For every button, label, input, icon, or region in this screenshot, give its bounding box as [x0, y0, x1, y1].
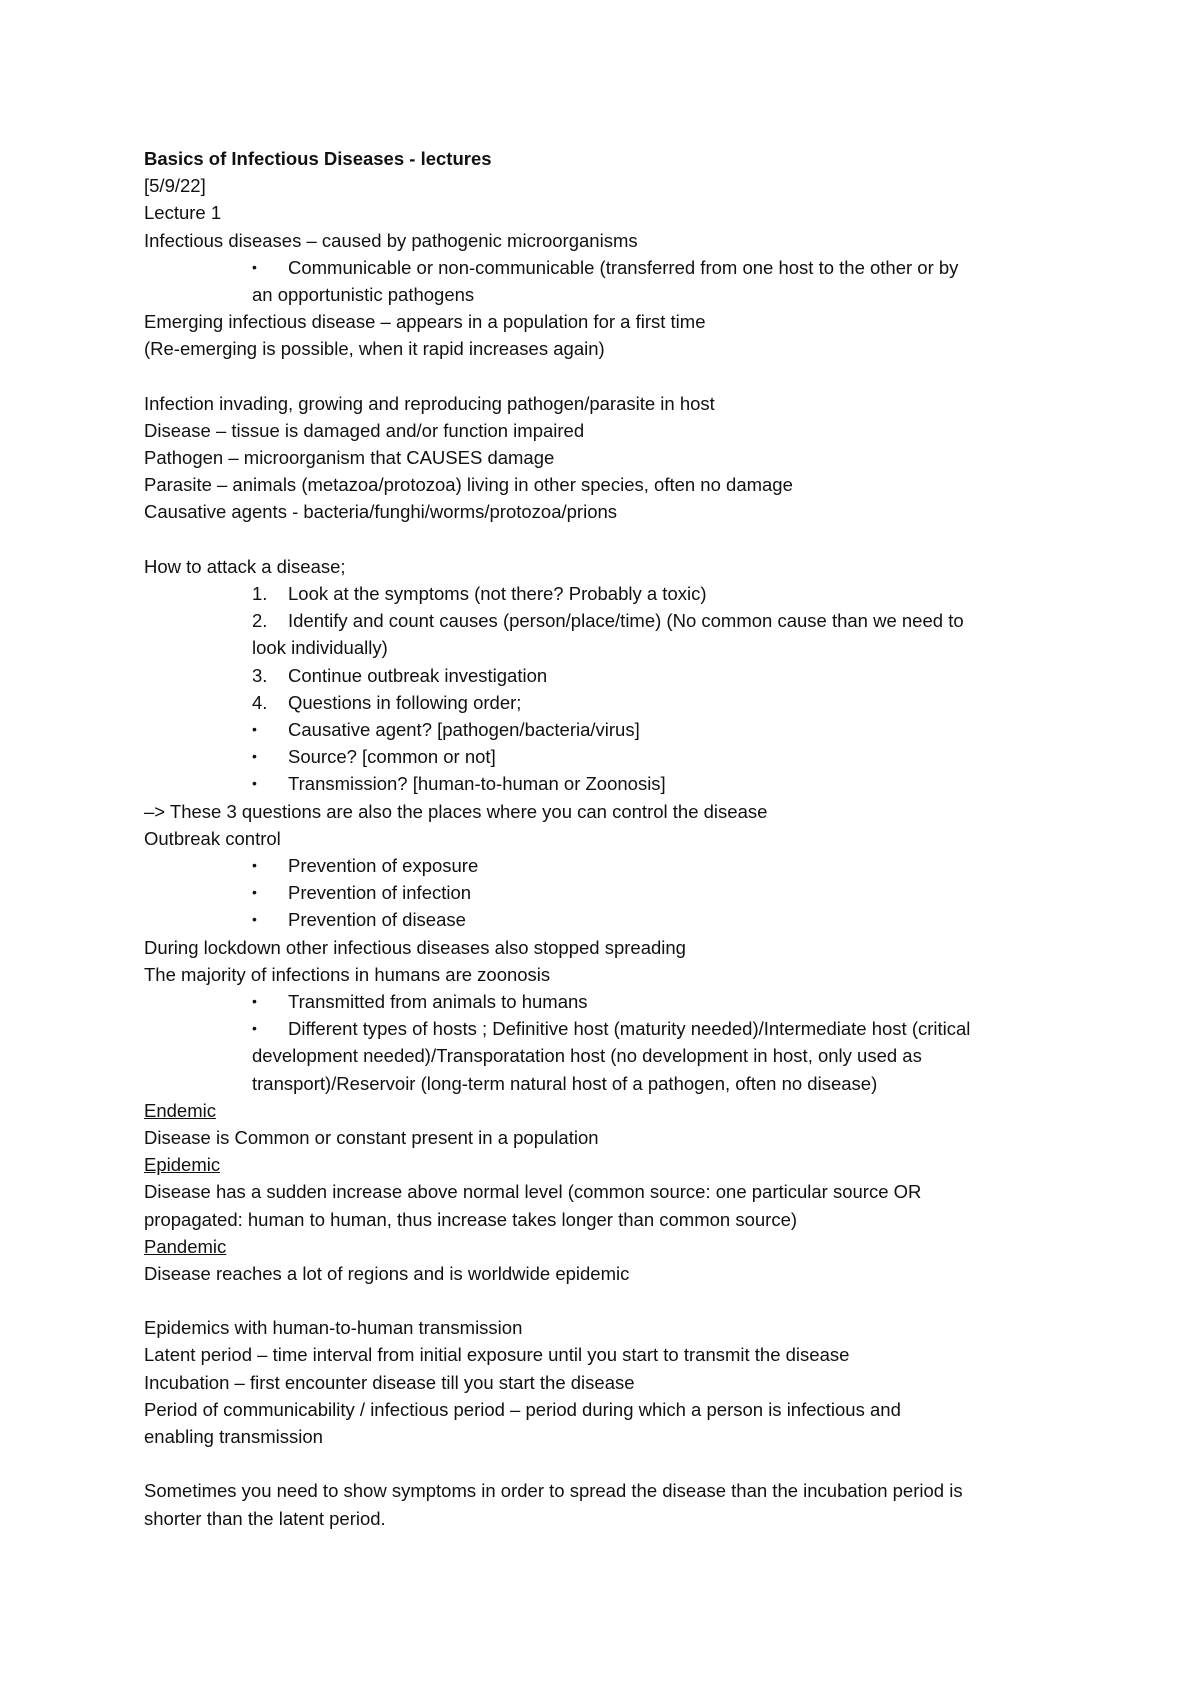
- step-number: 1.: [252, 583, 268, 605]
- step-text: Identify and count causes (person/place/time) (No common cause than we need to: [288, 610, 964, 632]
- bullet-icon: •: [252, 721, 257, 738]
- date-line: [5/9/22]: [144, 175, 206, 197]
- blank-line: [144, 526, 1074, 553]
- communicability-period: Period of communicability / infectious period – period during which a person is infectious and: [144, 1398, 901, 1420]
- epidemic-heading: Epidemic: [144, 1154, 221, 1176]
- step-continuation: look individually): [252, 637, 388, 659]
- list-item: [144, 254, 1074, 281]
- disease-definition: Disease – tissue is damaged and/or function impaired: [144, 419, 585, 441]
- parasite-definition: Parasite – animals (metazoa/protozoa) living in other species, often no damage: [144, 474, 793, 496]
- document-body: [144, 145, 1074, 1532]
- bullet-icon: •: [252, 258, 257, 275]
- blank-line: [144, 363, 1074, 390]
- list-item-text: Communicable or non-communicable (transferred from one host to the other or by: [288, 256, 959, 278]
- infection-definition: Infection invading, growing and reproducing pathogen/parasite in host: [144, 392, 715, 414]
- epidemics-h2h-heading: Epidemics with human-to-human transmission: [144, 1317, 523, 1339]
- question-text: Causative agent? [pathogen/bacteria/virus]: [288, 719, 640, 741]
- pathogen-definition: Pathogen – microorganism that CAUSES damage: [144, 447, 555, 469]
- prevention-text: Prevention of disease: [288, 909, 466, 931]
- closing-note: Sometimes you need to show symptoms in order to spread the disease than the incubation period is: [144, 1480, 963, 1502]
- prevention-item: [144, 852, 1074, 879]
- hosts-item: [144, 1015, 1074, 1042]
- step-item: [144, 662, 1074, 689]
- bullet-icon: •: [252, 775, 257, 792]
- causative-agents: Causative agents - bacteria/funghi/worms/protozoa/prions: [144, 501, 618, 523]
- reemerging-note: (Re-emerging is possible, when it rapid increases again): [144, 338, 605, 360]
- closing-note: shorter than the latent period.: [144, 1507, 386, 1529]
- how-to-attack-heading: How to attack a disease;: [144, 555, 346, 577]
- epidemic-text: propagated: human to human, thus increase takes longer than common source): [144, 1208, 798, 1230]
- step-number: 4.: [252, 691, 268, 713]
- pandemic-text: Disease reaches a lot of regions and is worldwide epidemic: [144, 1262, 630, 1284]
- list-item-continuation: an opportunistic pathogens: [252, 283, 475, 305]
- blank-line: [144, 1450, 1074, 1477]
- prevention-text: Prevention of infection: [288, 882, 472, 904]
- hosts-continuation: transport)/Reservoir (long-term natural host of a pathogen, often no disease): [252, 1072, 878, 1094]
- question-text: Transmission? [human-to-human or Zoonosis]: [288, 773, 666, 795]
- question-text: Source? [common or not]: [288, 746, 496, 768]
- emerging-definition: Emerging infectious disease – appears in a population for a first time: [144, 311, 706, 333]
- question-item: [144, 743, 1074, 770]
- lockdown-note: During lockdown other infectious diseases also stopped spreading: [144, 936, 686, 958]
- lecture-label: Lecture 1: [144, 202, 222, 224]
- bullet-icon: •: [252, 1020, 257, 1037]
- step-item: [144, 580, 1074, 607]
- prevention-text: Prevention of exposure: [288, 855, 479, 876]
- step-text: Look at the symptoms (not there? Probably a toxic): [288, 583, 707, 605]
- bullet-icon: •: [252, 884, 257, 901]
- epidemic-text: Disease has a sudden increase above normal level (common source: one particular source OR: [144, 1181, 922, 1203]
- blank-line: [144, 1287, 1074, 1314]
- bullet-icon: •: [252, 857, 257, 873]
- step-number: 2.: [252, 610, 268, 632]
- hosts-continuation: development needed)/Transporatation host (no development in host, only used as: [252, 1045, 922, 1067]
- incubation-period: Incubation – first encounter disease till you start the disease: [144, 1371, 635, 1393]
- communicability-period: enabling transmission: [144, 1426, 323, 1448]
- outbreak-control-heading: Outbreak control: [144, 827, 281, 849]
- endemic-heading: Endemic: [144, 1099, 216, 1121]
- hosts-text: Different types of hosts ; Definitive host (maturity needed)/Intermediate host (critical: [288, 1018, 971, 1040]
- infectious-definition: Infectious diseases – caused by pathogenic microorganisms: [144, 229, 638, 251]
- bullet-icon: •: [252, 911, 257, 928]
- step-number: 3.: [252, 664, 268, 686]
- zoonosis-note: The majority of infections in humans are zoonosis: [144, 963, 551, 985]
- step-item: [144, 689, 1074, 716]
- zoonosis-item: [144, 988, 1074, 1015]
- question-item: [144, 770, 1074, 797]
- question-item: [144, 716, 1074, 743]
- step-text: Continue outbreak investigation: [288, 664, 548, 686]
- prevention-item: [144, 879, 1074, 906]
- prevention-item: [144, 906, 1074, 933]
- bullet-icon: •: [252, 992, 257, 1009]
- step-text: Questions in following order;: [288, 691, 522, 713]
- bullet-icon: •: [252, 748, 257, 765]
- pandemic-heading: Pandemic: [144, 1235, 227, 1257]
- zoonosis-text: Transmitted from animals to humans: [288, 990, 588, 1012]
- document-title: Basics of Infectious Diseases - lectures: [144, 148, 492, 169]
- arrow-note: –> These 3 questions are also the places where you can control the disease: [144, 800, 768, 822]
- latent-period: Latent period – time interval from initial exposure until you start to transmit the disease: [144, 1344, 850, 1366]
- endemic-text: Disease is Common or constant present in a population: [144, 1126, 599, 1148]
- step-item: [144, 607, 1074, 634]
